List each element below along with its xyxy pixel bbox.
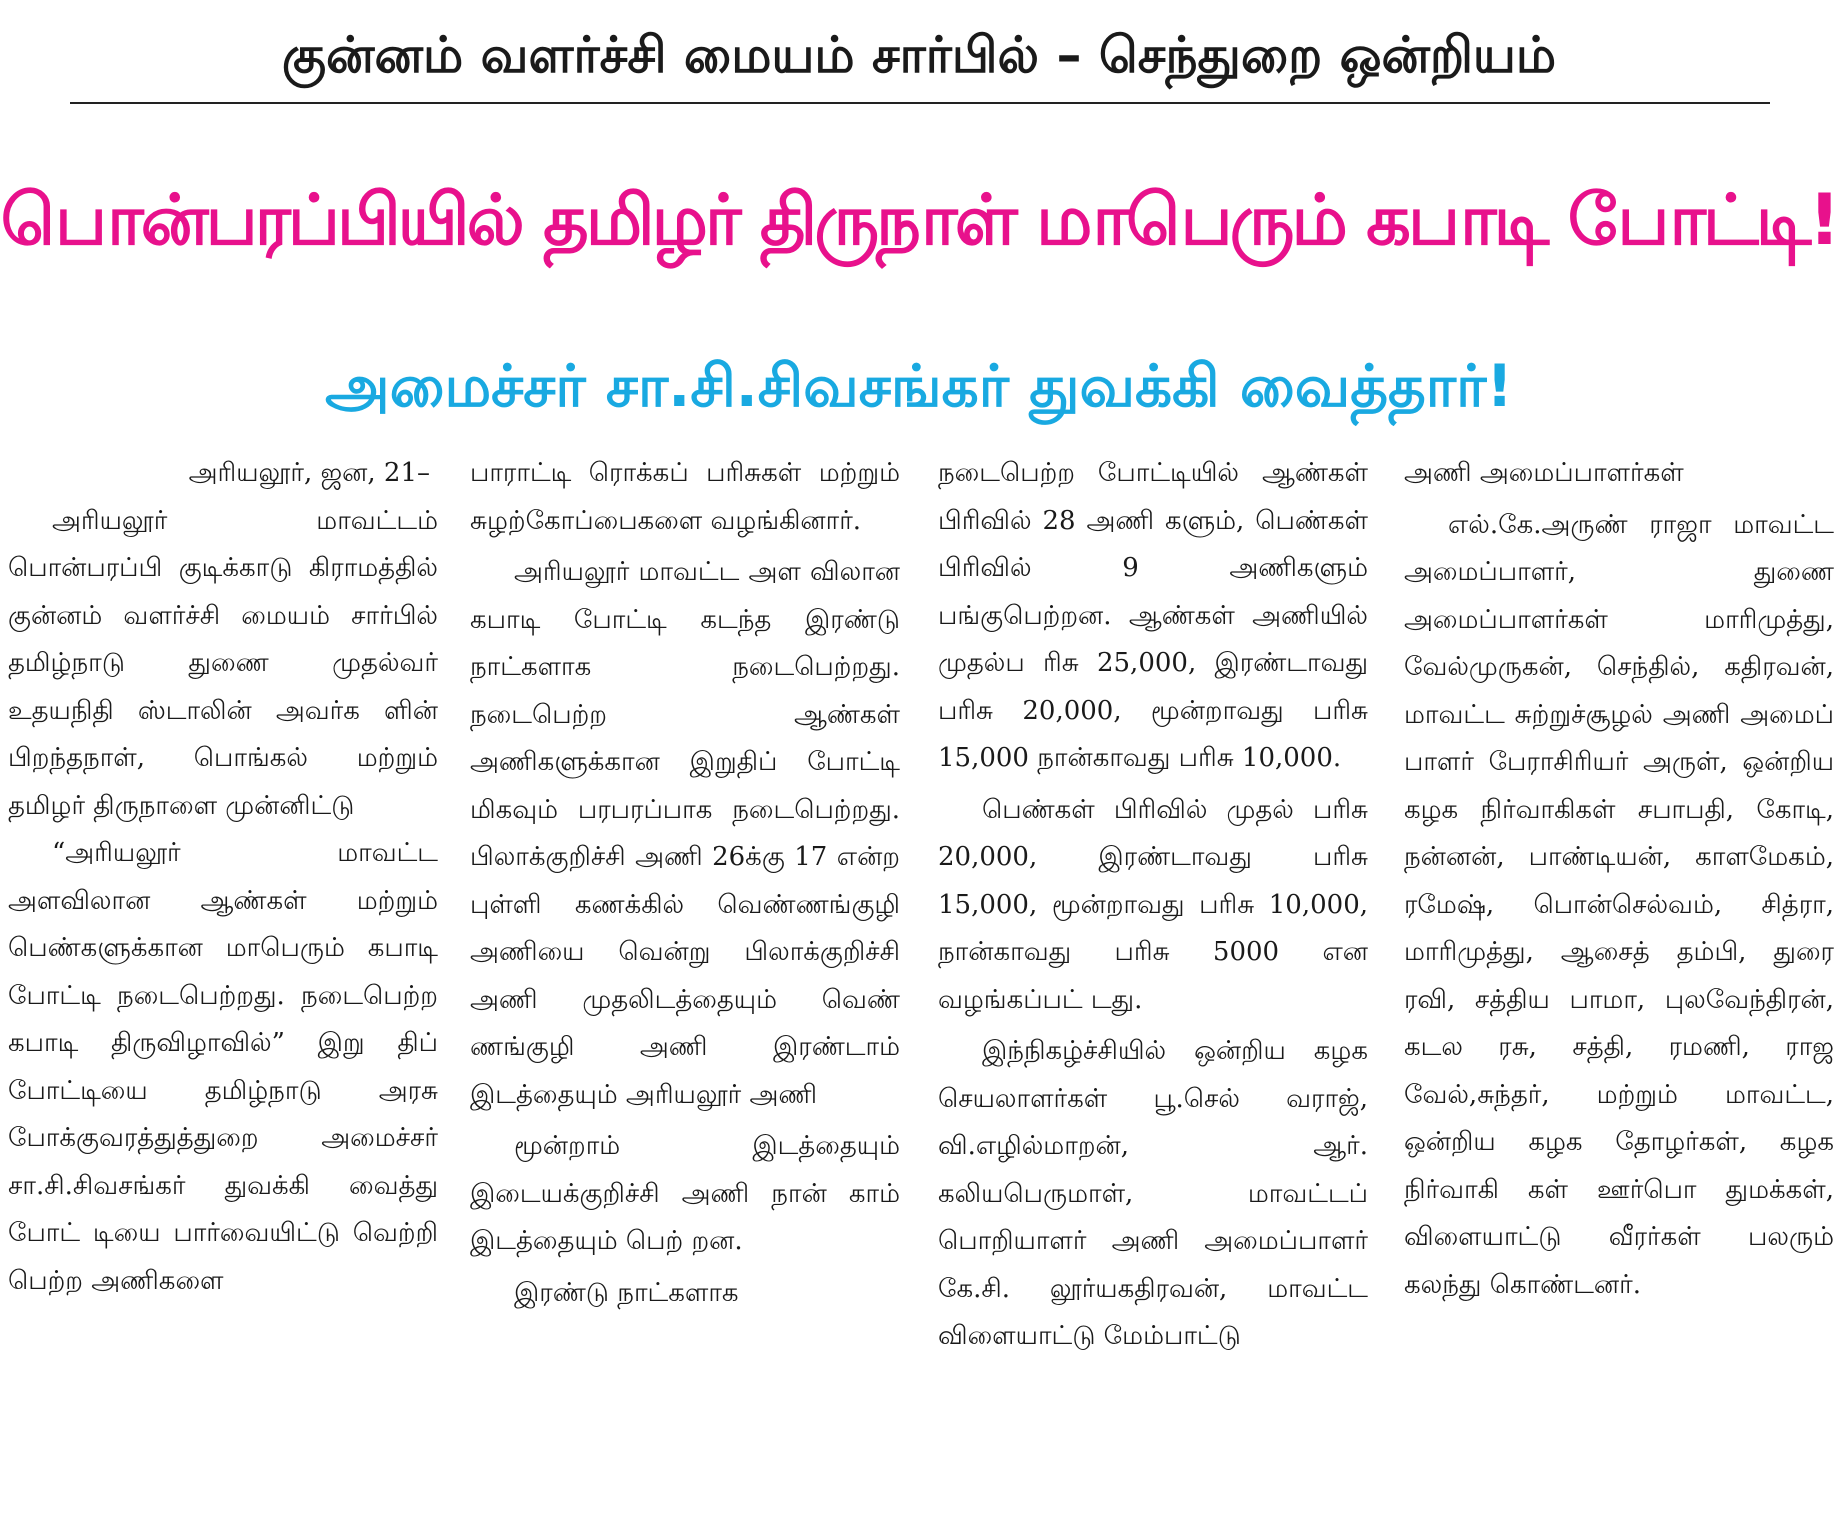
article-paragraph: “அரியலூர் மாவட்ட அளவிலான ஆண்கள் மற்றும் பெண்களுக்கான மாபெரும் கபாடி போட்டி நடைபெற்றது. நடைபெற்ற கபாடி திருவிழாவில்” இறு திப் போட்டியை தமிழ்நாடு அரசு போக்குவரத்துத்துறை அமைச்சர் சா.சி.சிவசங்கர் துவக்கி வைத்து போட் டியை பார்வையிட்டு வெற்றி பெற்ற அணிகளை: [8, 838, 438, 1296]
article-column-1: [8, 450, 438, 1526]
article-paragraph: இரண்டு நாட்களாக: [514, 1277, 739, 1308]
article-paragraph: மூன்றாம் இடத்தையும் இடையக்குறிச்சி அணி நான் காம் இடத்தையும் பெற் றன.: [470, 1131, 900, 1256]
article-paragraph: பெண்கள் பிரிவில் முதல் பரிசு 20,000, இரண்டாவது பரிசு 15,000, மூன்றாவது பரிசு 10,000, நான்காவது பரிசு 5000 என வழங்கப்பட் டது.: [938, 794, 1368, 1015]
article-paragraph: நடைபெற்ற போட்டியில் ஆண்கள் பிரிவில் 28 அணி களும், பெண்கள் பிரிவில் 9 அணிகளும் பங்குபெற்றன. ஆண்கள் அணியில் முதல்ப ரிசு 25,000, இரண்டாவது பரிசு 20,000, மூன்றாவது பரிசு 15,000 நான்காவது பரிசு 10,000.: [938, 458, 1368, 773]
dateline: அரியலூர், ஜன, 21–: [188, 458, 430, 488]
divider-rule: [70, 102, 1770, 104]
article-paragraph: பாராட்டி ரொக்கப் பரிசுகள் மற்றும் சுழற்கோப்பைகளை வழங்கினார்.: [470, 458, 900, 536]
article-column-2: [470, 450, 900, 1526]
article-paragraph: அணி அமைப்பாளர்கள்: [1404, 458, 1684, 488]
headline: பொன்பரப்பியில் தமிழர் திருநாள் மாபெரும் கபாடி போட்டி!: [0, 179, 1838, 261]
article-paragraph: அரியலூர் மாவட்ட அள விலான கபாடி போட்டி கடந்த இரண்டு நாட்களாக நடைபெற்றது. நடைபெற்ற ஆண்கள் அணிகளுக்கான இறுதிப் போட்டி மிகவும் பரபரப்பாக நடைபெற்றது. பிலாக்குறிச்சி அணி 26க்கு 17 என்ற புள்ளி கணக்கில் வெண்ணங்குழி அணியை வென்று பிலாக்குறிச்சி அணி முதலிடத்தையும் வெண் ணங்குழி அணி இரண்டாம் இடத்தையும் அரியலூர் அணி: [470, 557, 900, 1110]
article-column-3: [938, 450, 1368, 1526]
article-paragraph: எல்.கே.அருண் ராஜா மாவட்ட அமைப்பாளர், துணை அமைப்பாளர்கள் மாரிமுத்து, வேல்முருகன், செந்தில், கதிரவன், மாவட்ட சுற்றுச்சூழல் அணி அமைப் பாளர் பேராசிரியர் அருள், ஒன்றிய கழக நிர்வாகிகள் சபாபதி, கோடி, நன்னன், பாண்டியன், காளமேகம், ரமேஷ், பொன்செல்வம், சித்ரா, மாரிமுத்து, ஆசைத் தம்பி, துரை ரவி, சத்திய பாமா, புலவேந்திரன், கடல ரசு, சத்தி, ரமணி, ராஜ வேல்,சுந்தர், மற்றும் மாவட்ட, ஒன்றிய கழக தோழர்கள், கழக நிர்வாகி கள் ஊர்பொ துமக்கள், விளையாட்டு வீரர்கள் பலரும் கலந்து கொண்டனர்.: [1404, 509, 1834, 1300]
article-paragraph: இந்நிகழ்ச்சியில் ஒன்றிய கழக செயலாளர்கள் பூ.செல் வராஜ், வி.எழில்மாறன், ஆர். கலியபெருமாள், மாவட்டப் பொறியாளர் அணி அமைப்பாளர் கே.சி. லூர்யகதிரவன், மாவட்ட விளையாட்டு மேம்பாட்டு: [938, 1036, 1368, 1351]
kicker-line: குன்னம் வளர்ச்சி மையம் சார்பில் – செந்துறை ஒன்றியம்: [281, 26, 1557, 84]
article-column-4: [1404, 450, 1834, 1526]
article-paragraph: அரியலூர் மாவட்டம் பொன்பரப்பி குடிக்காடு கிராமத்தில் குன்னம் வளர்ச்சி மையம் சார்பில் தமிழ்நாடு துணை முதல்வர் உதயநிதி ஸ்டாலின் அவர்க ளின் பிறந்தநாள், பொங்கல் மற்றும் தமிழர் திருநாளை முன்னிட்டு: [8, 505, 438, 821]
subheadline: அமைச்சர் சா.சி.சிவசங்கர் துவக்கி வைத்தார்!: [325, 352, 1513, 420]
